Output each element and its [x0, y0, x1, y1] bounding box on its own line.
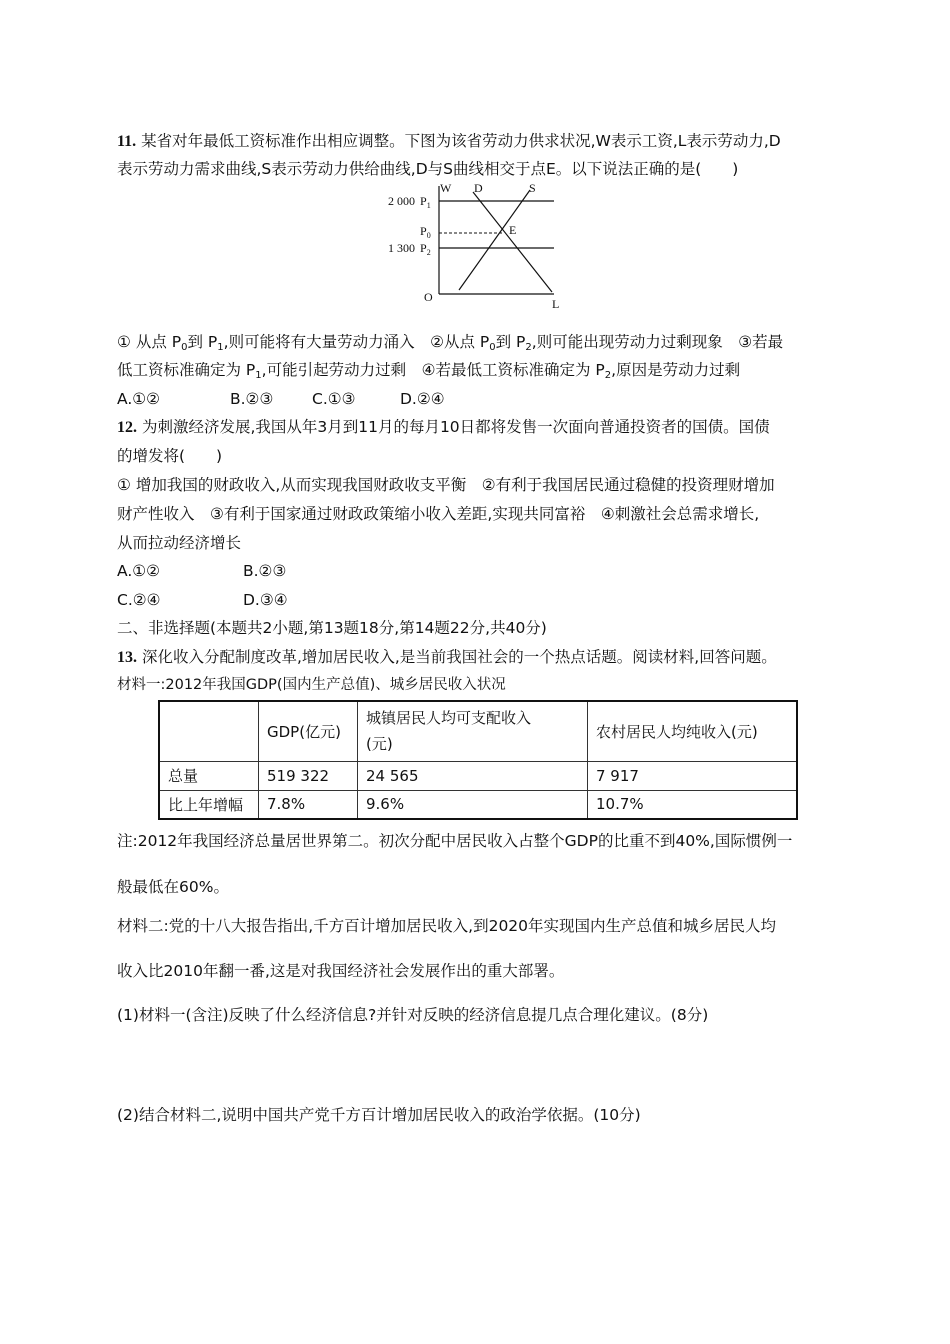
- note-line1: 注:2012年我国经济总量居世界第二。初次分配中居民收入占整个GDP的比重不到40%,国际惯例一: [117, 832, 793, 850]
- q12-stem-line2: 的增发将( ): [117, 447, 223, 465]
- table-header-cell: 城镇居民人均可支配收入 (元): [358, 701, 588, 761]
- q12-option-c[interactable]: C.②④: [117, 591, 161, 609]
- e-label: E: [509, 223, 517, 237]
- q12-options-row2: [117, 590, 288, 610]
- material1-title: 材料一:2012年我国GDP(国内生产总值)、城乡居民收入状况: [117, 677, 506, 693]
- q11-number: 11.: [117, 133, 137, 150]
- o-label: O: [424, 290, 433, 304]
- q12-option-b[interactable]: B.②③: [243, 562, 287, 580]
- q11-stem-line1: 11. 某省对年最低工资标准作出相应调整。下图为该省劳动力供求状况,W表示工资,L表示劳动力,D: [117, 132, 781, 150]
- p2-value: 1 300: [388, 241, 415, 255]
- material2-line2: 收入比2010年翻一番,这是对我国经济社会发展作出的重大部署。: [117, 962, 565, 980]
- l-label: L: [552, 297, 560, 311]
- p2-label: $P_2$: [420, 241, 431, 257]
- p1-label: $P_1$: [420, 194, 431, 210]
- supply-curve: [459, 190, 530, 290]
- q12-option-a[interactable]: A.①②: [117, 562, 161, 580]
- q12-options-row1: [117, 561, 286, 581]
- q13-stem: 13. 深化收入分配制度改革,增加居民收入,是当前我国社会的一个热点话题。阅读材料,回答问题。: [117, 648, 777, 666]
- table-cell: 519 322: [259, 761, 358, 790]
- q12-stem-line1: 12. 为刺激经济发展,我国从年3月到11月的每月10日都将发售一次面向普通投资者的国债。国债: [117, 418, 770, 436]
- table-header-cell: [159, 701, 259, 761]
- s-label: S: [529, 182, 536, 195]
- table-header-row: [159, 701, 797, 761]
- q12-statement-line2: 财产性收入 ③有利于国家通过财政政策缩小收入差距,实现共同富裕 ④刺激社会总需求增长,: [117, 505, 760, 523]
- table-cell: 10.7%: [588, 790, 798, 819]
- table-header-cell: GDP(亿元): [259, 701, 358, 761]
- table-cell: 9.6%: [358, 790, 588, 819]
- q13-subquestion-2: (2)结合材料二,说明中国共产党千方百计增加居民收入的政治学依据。(10分): [117, 1106, 641, 1124]
- q11-stem-line2: 表示劳动力需求曲线,S表示劳动力供给曲线,D与S曲线相交于点E。以下说法正确的是( ): [117, 160, 739, 178]
- table-cell: 总量: [159, 761, 259, 790]
- section2-heading: 二、非选择题(本题共2小题,第13题18分,第14题22分,共40分): [117, 619, 547, 637]
- p1-value: 2 000: [388, 194, 415, 208]
- q11-option-b[interactable]: B.②③: [230, 390, 274, 408]
- q11-option-d[interactable]: D.②④: [400, 390, 445, 408]
- q11-statement-line1: ① 从点 $P_0$到 $P_1$,则可能将有大量劳动力涌入 ②从点 $P_0$到 $P_2$,则可能出现劳动力过剩现象 ③若最: [117, 333, 784, 353]
- table-header-cell: 农村居民人均纯收入(元): [588, 701, 798, 761]
- demand-curve: [473, 192, 552, 292]
- p0-label: $P_0$: [420, 224, 431, 240]
- q13-number: 13.: [117, 649, 137, 666]
- q12-statement-line3: 从而拉动经济增长: [117, 534, 242, 552]
- q12-option-d[interactable]: D.③④: [243, 591, 288, 609]
- q12-number: 12.: [117, 419, 137, 436]
- note-line2: 般最低在60%。: [117, 878, 229, 896]
- table-cell: 24 565: [358, 761, 588, 790]
- w-label: W: [440, 182, 452, 195]
- table-row: [159, 790, 797, 819]
- q11-statement-line2: 低工资标准确定为 $P_1$,可能引起劳动力过剩 ④若最低工资标准确定为 $P_2$,原因是劳动力过剩: [117, 361, 741, 381]
- table-row: [159, 761, 797, 790]
- q12-statement-line1: ① 增加我国的财政收入,从而实现我国财政收支平衡 ②有利于我国居民通过稳健的投资理财增加: [117, 476, 775, 494]
- table-cell: 比上年增幅: [159, 790, 259, 819]
- d-label: D: [474, 182, 483, 195]
- labor-supply-demand-graph: [384, 182, 584, 312]
- material2-line1: 材料二:党的十八大报告指出,千方百计增加居民收入,到2020年实现国内生产总值和城乡居民人均: [117, 917, 777, 935]
- q11-option-a[interactable]: A.①②: [117, 390, 161, 408]
- q11-option-c[interactable]: C.①③: [312, 390, 356, 408]
- q13-subquestion-1: (1)材料一(含注)反映了什么经济信息?并针对反映的经济信息提几点合理化建议。(8分): [117, 1006, 709, 1024]
- table-cell: 7.8%: [259, 790, 358, 819]
- income-table: [158, 700, 798, 820]
- table-cell: 7 917: [588, 761, 798, 790]
- q11-options: [117, 389, 445, 409]
